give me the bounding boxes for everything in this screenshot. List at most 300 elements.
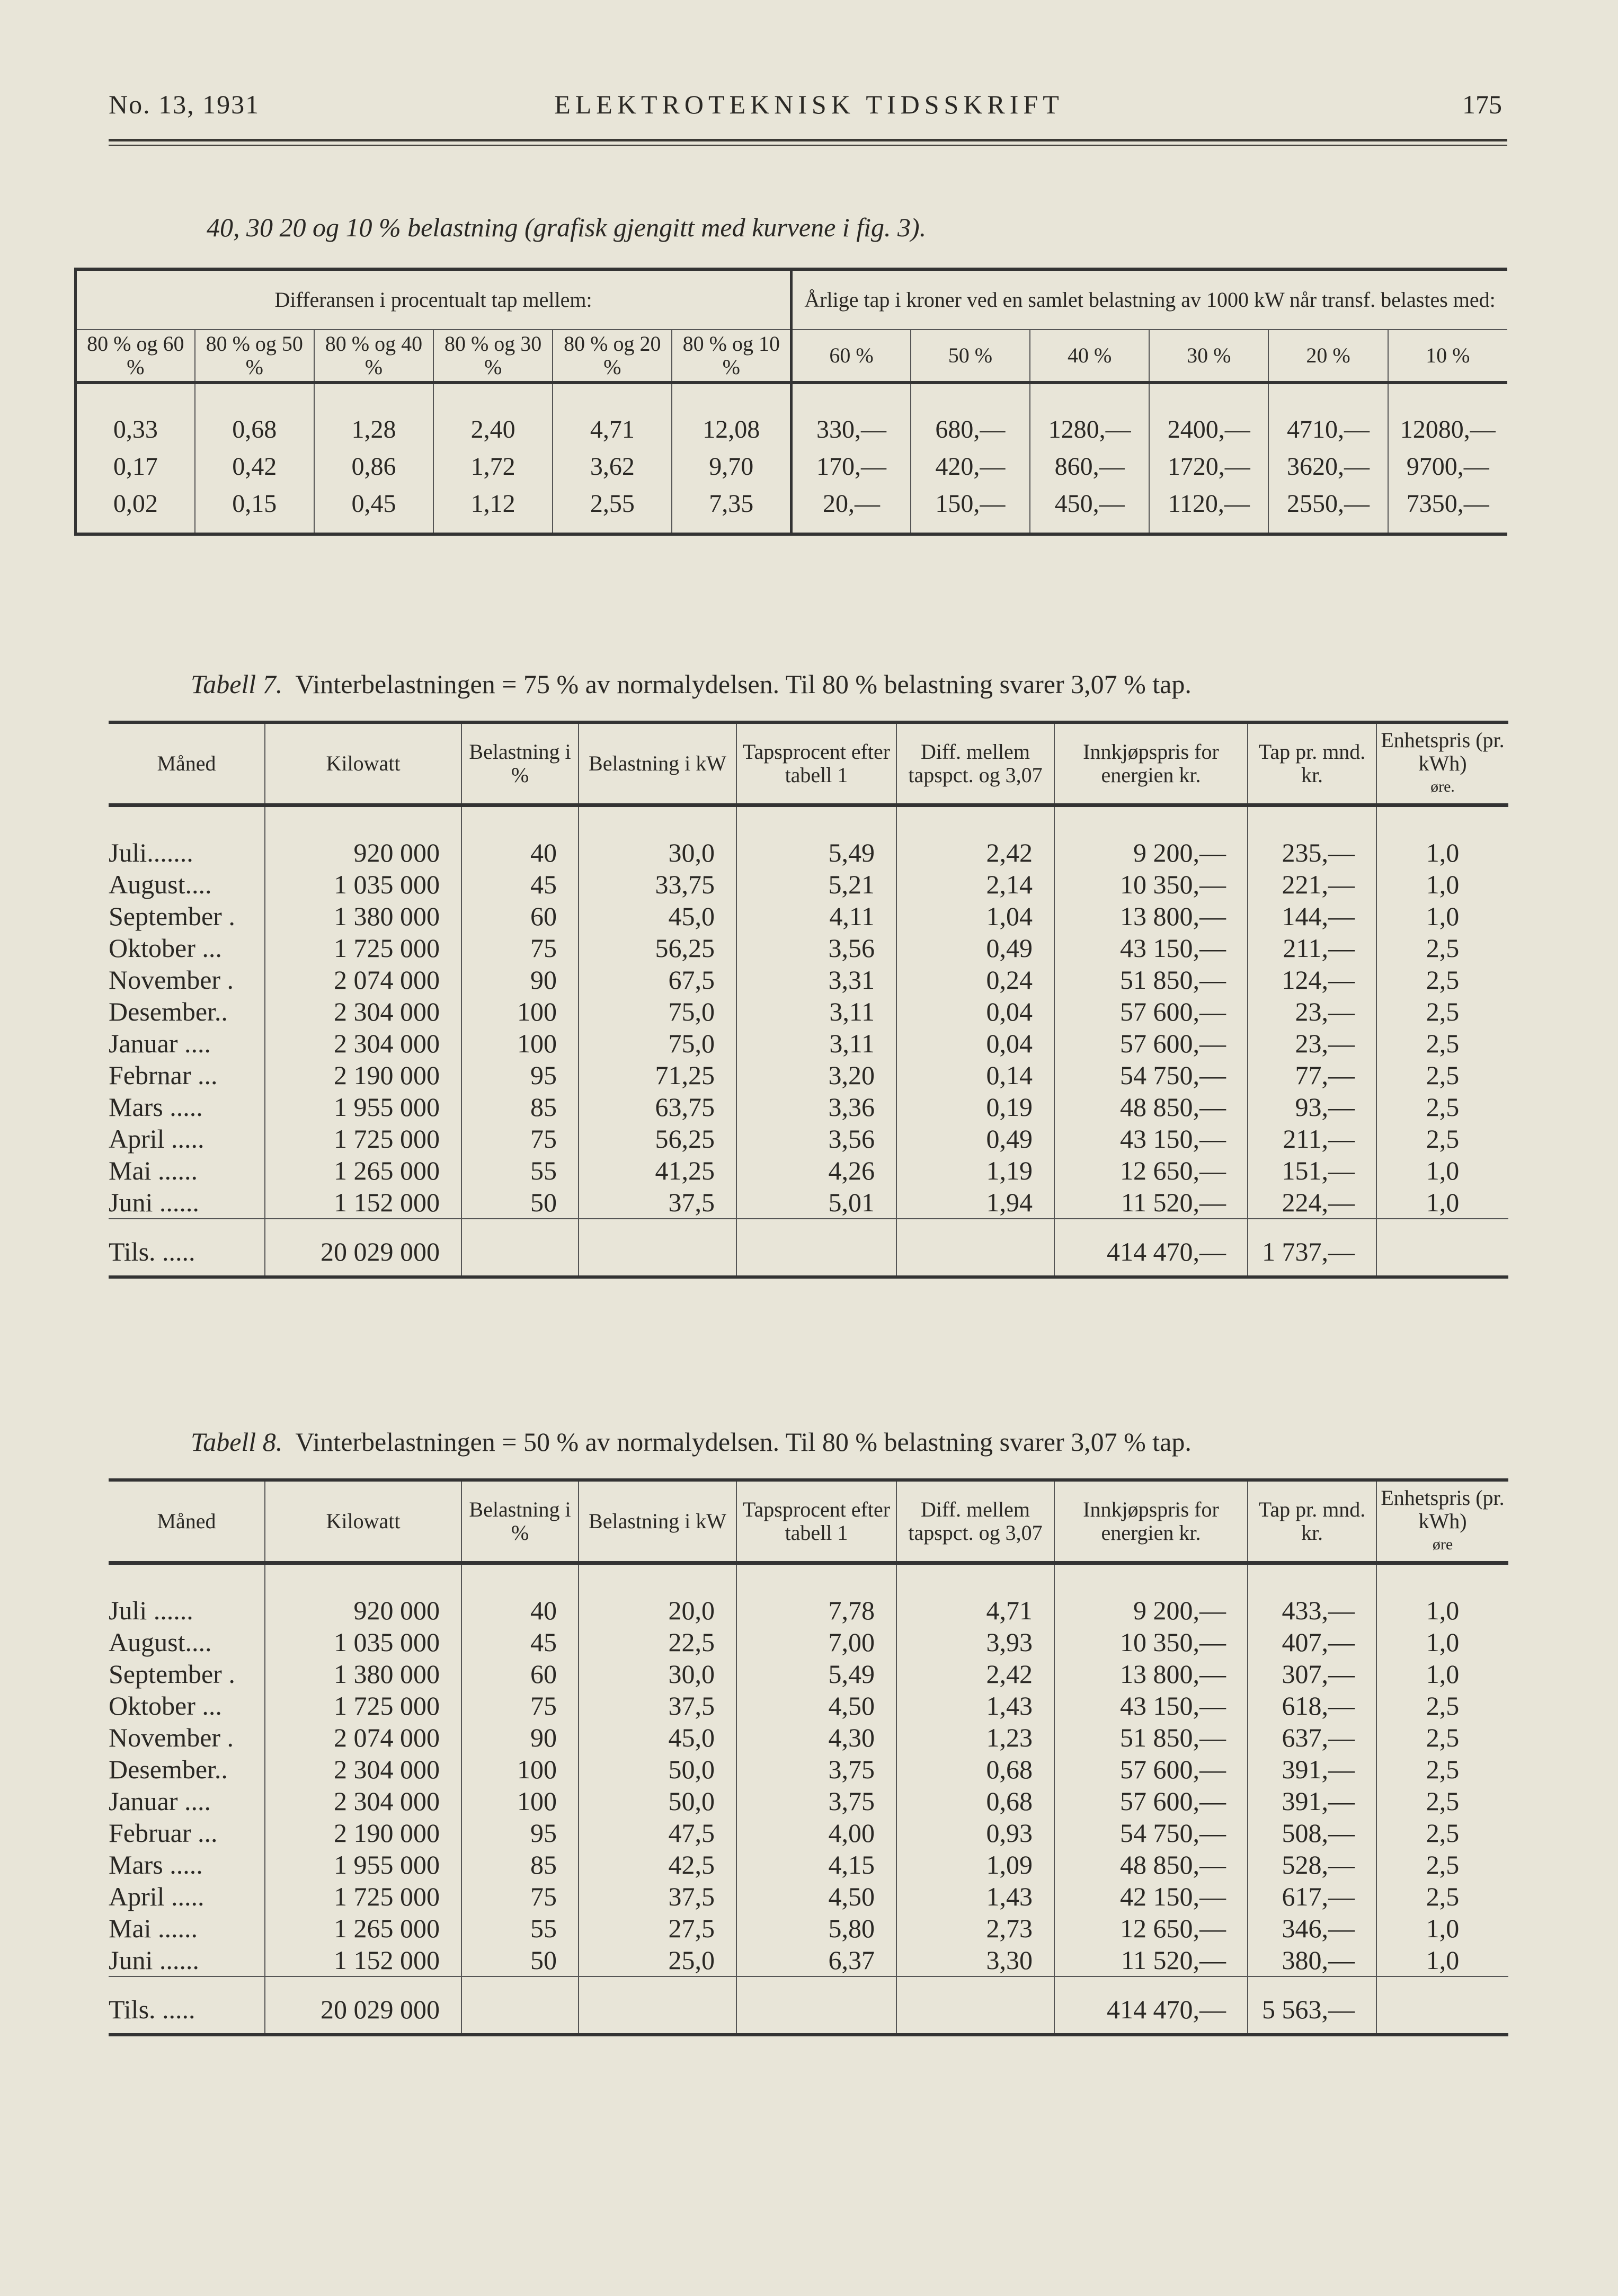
table-cell: 40 [461,1563,579,1627]
table-cell: 528,— [1248,1849,1376,1881]
table-cell: 4710,— [1268,383,1388,448]
table-cell: 45,0 [579,900,736,932]
column-header [109,722,265,805]
table-cell: 56,25 [579,932,736,964]
table-cell: 57 600,— [1054,1785,1248,1817]
table-cell: 1,0 [1376,805,1508,869]
month-cell: August.... [109,1627,212,1657]
table-cell: 1,28 [314,383,433,448]
table-cell: 1,04 [896,900,1054,932]
table-cell: 1 725 000 [265,932,461,964]
table-cell: 618,— [1248,1690,1376,1722]
month-cell: April ..... [109,1124,205,1154]
table-cell: 9 200,— [1054,805,1248,869]
table-cell: 85 [461,1091,579,1123]
column-header-label: Kilowatt [326,751,401,775]
table-cell: 2,42 [896,805,1054,869]
table-cell: 1,12 [433,485,553,534]
total-cell [579,1976,736,2035]
table-cell: 124,— [1248,964,1376,996]
table-cell: 48 850,— [1054,1091,1248,1123]
column-header-label: Tapsprocent efter tabell 1 [742,1497,891,1545]
table-cell: 1 380 000 [265,1658,461,1690]
column-header-label: Enhetspris (pr. kWh) [1381,728,1505,775]
table-cell: 3620,— [1268,448,1388,485]
table-cell: 1 380 000 [265,900,461,932]
page-number: 175 [1462,90,1502,119]
table-cell: 60 [461,900,579,932]
total-cell: 414 470,— [1054,1976,1248,2035]
table-cell: 1 152 000 [265,1186,461,1219]
table-cell: 2,5 [1376,1753,1508,1785]
table-cell: 12 650,— [1054,1912,1248,1944]
table-cell: 100 [461,996,579,1027]
table-cell: 1,0 [1376,900,1508,932]
month-cell: Oktober ... [109,1691,222,1721]
table-cell: 407,— [1248,1626,1376,1658]
table-cell: 20,— [792,485,911,534]
table-cell: 920 000 [265,805,461,869]
journal-title: ELEKTROTEKNISK TIDSSKRIFT [554,90,1064,119]
column-header: 80 % og 30 % [433,330,553,383]
table-cell: 50 [461,1944,579,1976]
column-header: 80 % og 40 % [314,330,433,383]
table-cell: 45 [461,868,579,900]
month-cell: Januar .... [109,1029,211,1058]
table-cell: 2550,— [1268,485,1388,534]
table-cell: 450,— [1030,485,1149,534]
column-header [461,722,579,805]
column-header-label: Tapsprocent efter tabell 1 [742,740,891,787]
table-7 [109,721,1508,1279]
table-cell: 100 [461,1785,579,1817]
table-cell: 2,42 [896,1658,1054,1690]
table-cell: 41,25 [579,1155,736,1186]
table-cell: 7,35 [672,485,791,534]
table-cell: 75 [461,1881,579,1912]
table-cell: 3,56 [736,1123,896,1155]
table-cell: 2 304 000 [265,1753,461,1785]
column-header [461,1480,579,1563]
column-header-label: Måned [157,1509,216,1533]
table-row [109,1123,1508,1155]
table-row [109,964,1508,996]
table-cell: 100 [461,1753,579,1785]
table-cell: 2,5 [1376,1027,1508,1059]
table8-label: Tabell 8. [191,1427,283,1457]
table-cell: 1,0 [1376,868,1508,900]
column-header [579,1480,736,1563]
column-header: 80 % og 20 % [553,330,672,383]
total-cell: 5 563,— [1248,1976,1376,2035]
table-cell: 0,04 [896,1027,1054,1059]
table-cell: 0,45 [314,485,433,534]
total-cell: Tils. ..... [109,1219,265,1277]
unit-note: øre. [1430,778,1455,795]
table-cell: 20,0 [579,1563,736,1627]
table-cell: 3,30 [896,1944,1054,1976]
table-cell: 433,— [1248,1563,1376,1627]
total-cell [896,1976,1054,2035]
table7-caption [191,669,1192,699]
table-cell: 5,80 [736,1912,896,1944]
column-header [1248,1480,1376,1563]
table-row [109,932,1508,964]
table-cell: 9 200,— [1054,1563,1248,1627]
table-cell: 211,— [1248,932,1376,964]
table8-caption [191,1426,1192,1457]
total-row [109,1976,1508,2035]
table-cell: 2,73 [896,1912,1054,1944]
total-cell: Tils. ..... [109,1976,265,2035]
table-row [109,996,1508,1027]
table-cell: 45,0 [579,1722,736,1753]
table-cell: 95 [461,1059,579,1091]
table-cell: 170,— [792,448,911,485]
table-cell: 0,68 [896,1785,1054,1817]
table-cell: 1,43 [896,1690,1054,1722]
column-header [896,1480,1054,1563]
month-cell: September . [109,1659,235,1689]
table-cell: 380,— [1248,1944,1376,1976]
table-cell: 0,49 [896,932,1054,964]
table-cell: 1,0 [1376,1658,1508,1690]
header-rule [109,139,1507,146]
month-cell: Febrnar ... [109,1060,218,1090]
table-cell: 0,14 [896,1059,1054,1091]
column-header: 40 % [1030,330,1149,383]
column-header: 80 % og 10 % [672,330,791,383]
column-header-label: Belastning i % [469,740,571,787]
header-row [109,1480,1508,1563]
table-cell: 3,56 [736,932,896,964]
column-header-label: Innkjøpspris for energien kr. [1083,740,1219,787]
table-cell: 48 850,— [1054,1849,1248,1881]
table-cell: 75 [461,1690,579,1722]
table-cell: 4,50 [736,1690,896,1722]
table-row [109,1658,1508,1690]
table-cell: 67,5 [579,964,736,996]
table-row [109,1091,1508,1123]
unit-note: øre [1432,1536,1453,1553]
table-cell: 680,— [911,383,1030,448]
column-header [1376,1480,1508,1563]
table-cell: 391,— [1248,1753,1376,1785]
table-cell: 30,0 [579,1658,736,1690]
total-cell [896,1219,1054,1277]
table-cell: 12 650,— [1054,1155,1248,1186]
column-header: 30 % [1149,330,1268,383]
table-cell: 77,— [1248,1059,1376,1091]
table-cell: 1 725 000 [265,1690,461,1722]
table-cell: 43 150,— [1054,1690,1248,1722]
group-header-left: Differansen i procentualt tap mellem: [76,269,792,330]
table-cell: 12080,— [1388,383,1507,448]
column-header-label: Belastning i % [469,1497,571,1545]
table-row [109,1155,1508,1186]
table-cell: 40 [461,805,579,869]
table-cell: 4,15 [736,1849,896,1881]
table-cell: 47,5 [579,1817,736,1849]
table-row [109,868,1508,900]
table-cell: 51 850,— [1054,1722,1248,1753]
table-cell: 0,86 [314,448,433,485]
column-header: 10 % [1388,330,1507,383]
table-cell: 7,00 [736,1626,896,1658]
table-cell: 211,— [1248,1123,1376,1155]
table-row [109,1186,1508,1219]
column-header [265,1480,461,1563]
total-row [109,1219,1508,1277]
month-cell: Januar .... [109,1786,211,1816]
table-cell: 13 800,— [1054,900,1248,932]
table-cell: 0,68 [896,1753,1054,1785]
table-row [109,1753,1508,1785]
table-row [109,1626,1508,1658]
table-cell: 2,5 [1376,964,1508,996]
table-row [109,1722,1508,1753]
table-row [109,1690,1508,1722]
table-cell: 2 304 000 [265,996,461,1027]
month-cell: August.... [109,870,212,899]
table-cell: 57 600,— [1054,1027,1248,1059]
table-cell: 2,14 [896,868,1054,900]
column-header [896,722,1054,805]
table-cell: 75 [461,1123,579,1155]
table-cell: 1120,— [1149,485,1268,534]
table-row [109,1059,1508,1091]
table-cell: 54 750,— [1054,1059,1248,1091]
table-row [109,900,1508,932]
table-cell: 3,75 [736,1785,896,1817]
table-cell: 2 074 000 [265,1722,461,1753]
table-cell: 151,— [1248,1155,1376,1186]
column-header-label: Diff. mellem tapspct. og 3,07 [908,740,1043,787]
table-cell: 2,5 [1376,1059,1508,1091]
table-cell: 54 750,— [1054,1817,1248,1849]
month-cell: Mai ...... [109,1913,198,1943]
column-header [265,722,461,805]
table-cell: 37,5 [579,1881,736,1912]
column-header [579,722,736,805]
table-cell: 51 850,— [1054,964,1248,996]
column-header-label: Belastning i kW [589,751,726,775]
month-cell: November . [109,1723,234,1752]
total-cell [1376,1219,1508,1277]
table-cell: 224,— [1248,1186,1376,1219]
table-row [109,1912,1508,1944]
table-cell: 27,5 [579,1912,736,1944]
table-cell: 1,0 [1376,1155,1508,1186]
table-cell: 9700,— [1388,448,1507,485]
table-cell: 1 955 000 [265,1091,461,1123]
table-cell: 2400,— [1149,383,1268,448]
column-header: 60 % [792,330,911,383]
table8-caption-text: Vinterbelastningen = 50 % av normalydelsen. Til 80 % belastning svarer 3,07 % tap. [295,1427,1192,1457]
table-cell: 33,75 [579,868,736,900]
table-cell: 100 [461,1027,579,1059]
table-cell: 2,5 [1376,1123,1508,1155]
month-cell: Juni ...... [109,1945,199,1975]
table-cell: 5,49 [736,805,896,869]
table-cell: 57 600,— [1054,1753,1248,1785]
column-header-label: Kilowatt [326,1509,401,1533]
table-cell: 85 [461,1849,579,1881]
table-cell: 23,— [1248,996,1376,1027]
table-cell: 2,40 [433,383,553,448]
table-cell: 3,75 [736,1753,896,1785]
total-cell [1376,1976,1508,2035]
table-cell: 0,02 [76,485,195,534]
table-cell: 60 [461,1658,579,1690]
month-cell: Juli....... [109,838,193,867]
table-cell: 1 725 000 [265,1123,461,1155]
table-cell: 1280,— [1030,383,1149,448]
month-cell: Desember.. [109,997,228,1026]
table-row [76,448,1508,485]
table-cell: 90 [461,964,579,996]
table-cell: 7350,— [1388,485,1507,534]
table-cell: 617,— [1248,1881,1376,1912]
table-cell: 2,5 [1376,1881,1508,1912]
total-cell [461,1219,579,1277]
table-cell: 45 [461,1626,579,1658]
table-cell: 330,— [792,383,911,448]
table-cell: 2,55 [553,485,672,534]
column-header [1248,722,1376,805]
table-cell: 12,08 [672,383,791,448]
table-cell: 5,49 [736,1658,896,1690]
table-cell: 2,5 [1376,1849,1508,1881]
table-cell: 9,70 [672,448,791,485]
loss-difference-table [74,268,1507,536]
table-cell: 1,23 [896,1722,1054,1753]
table-cell: 2 190 000 [265,1059,461,1091]
issue-number: No. 13, 1931 [109,90,260,119]
column-header-label: Belastning i kW [589,1509,726,1533]
month-cell: September . [109,901,235,931]
table-cell: 43 150,— [1054,1123,1248,1155]
table-cell: 6,37 [736,1944,896,1976]
table-row [109,1563,1508,1627]
table-cell: 23,— [1248,1027,1376,1059]
column-header: 50 % [911,330,1030,383]
column-header [736,722,896,805]
column-header [1054,722,1248,805]
table-cell: 235,— [1248,805,1376,869]
table-row [109,1817,1508,1849]
table-cell: 4,30 [736,1722,896,1753]
table-cell: 10 350,— [1054,868,1248,900]
total-cell: 20 029 000 [265,1976,461,2035]
group-header-right: Årlige tap i kroner ved en samlet belastning av 1000 kW når transf. belastes med: [792,269,1507,330]
total-cell [461,1976,579,2035]
month-cell: April ..... [109,1882,205,1911]
table-row [109,1881,1508,1912]
table-cell: 0,93 [896,1817,1054,1849]
table-row [109,1944,1508,1976]
table-cell: 1 152 000 [265,1944,461,1976]
table-cell: 144,— [1248,900,1376,932]
table-cell: 2 190 000 [265,1817,461,1849]
table-cell: 2 304 000 [265,1785,461,1817]
table-cell: 1,72 [433,448,553,485]
month-cell: Desember.. [109,1754,228,1784]
table-cell: 346,— [1248,1912,1376,1944]
table-cell: 0,04 [896,996,1054,1027]
table-cell: 0,49 [896,1123,1054,1155]
table-cell: 4,11 [736,900,896,932]
column-header-label: Innkjøpspris for energien kr. [1083,1497,1219,1545]
table-cell: 3,93 [896,1626,1054,1658]
intro-caption: 40, 30 20 og 10 % belastning (grafisk gjengitt med kurvene i fig. 3). [207,212,927,242]
table-cell: 30,0 [579,805,736,869]
column-header [736,1480,896,1563]
table-cell: 75,0 [579,1027,736,1059]
column-header [1376,722,1508,805]
column-header: 80 % og 60 % [76,330,195,383]
table-cell: 3,20 [736,1059,896,1091]
table-8 [109,1478,1508,2036]
table-cell: 1,09 [896,1849,1054,1881]
table-row [109,1027,1508,1059]
total-cell: 414 470,— [1054,1219,1248,1277]
table-cell: 1 265 000 [265,1912,461,1944]
total-cell [736,1219,896,1277]
column-header: 80 % og 50 % [195,330,314,383]
month-cell: Oktober ... [109,933,222,963]
table-cell: 307,— [1248,1658,1376,1690]
table-cell: 90 [461,1722,579,1753]
table-cell: 860,— [1030,448,1149,485]
table-cell: 0,19 [896,1091,1054,1123]
month-cell: Mars ..... [109,1092,203,1122]
table-cell: 1,0 [1376,1626,1508,1658]
table-cell: 42,5 [579,1849,736,1881]
table-cell: 2,5 [1376,1785,1508,1817]
table-cell: 50,0 [579,1753,736,1785]
table-cell: 4,71 [896,1563,1054,1627]
month-cell: Juni ...... [109,1187,199,1217]
table-cell: 2 304 000 [265,1027,461,1059]
table-cell: 637,— [1248,1722,1376,1753]
table-cell: 42 150,— [1054,1881,1248,1912]
month-cell: Februar ... [109,1818,218,1848]
table-cell: 0,68 [195,383,314,448]
table-cell: 55 [461,1912,579,1944]
table-cell: 37,5 [579,1186,736,1219]
table-cell: 71,25 [579,1059,736,1091]
total-cell: 1 737,— [1248,1219,1376,1277]
table-cell: 22,5 [579,1626,736,1658]
table-cell: 93,— [1248,1091,1376,1123]
table-cell: 75,0 [579,996,736,1027]
table-cell: 43 150,— [1054,932,1248,964]
table-cell: 3,36 [736,1091,896,1123]
total-cell [579,1219,736,1277]
table-cell: 0,15 [195,485,314,534]
table-cell: 4,71 [553,383,672,448]
table-cell: 95 [461,1817,579,1849]
table-cell: 1720,— [1149,448,1268,485]
table-cell: 3,31 [736,964,896,996]
column-header-label: Enhetspris (pr. kWh) [1381,1486,1505,1533]
table-cell: 63,75 [579,1091,736,1123]
table-cell: 2 074 000 [265,964,461,996]
table-cell: 1 035 000 [265,868,461,900]
table-cell: 420,— [911,448,1030,485]
column-header-label: Diff. mellem tapspct. og 3,07 [908,1497,1043,1545]
